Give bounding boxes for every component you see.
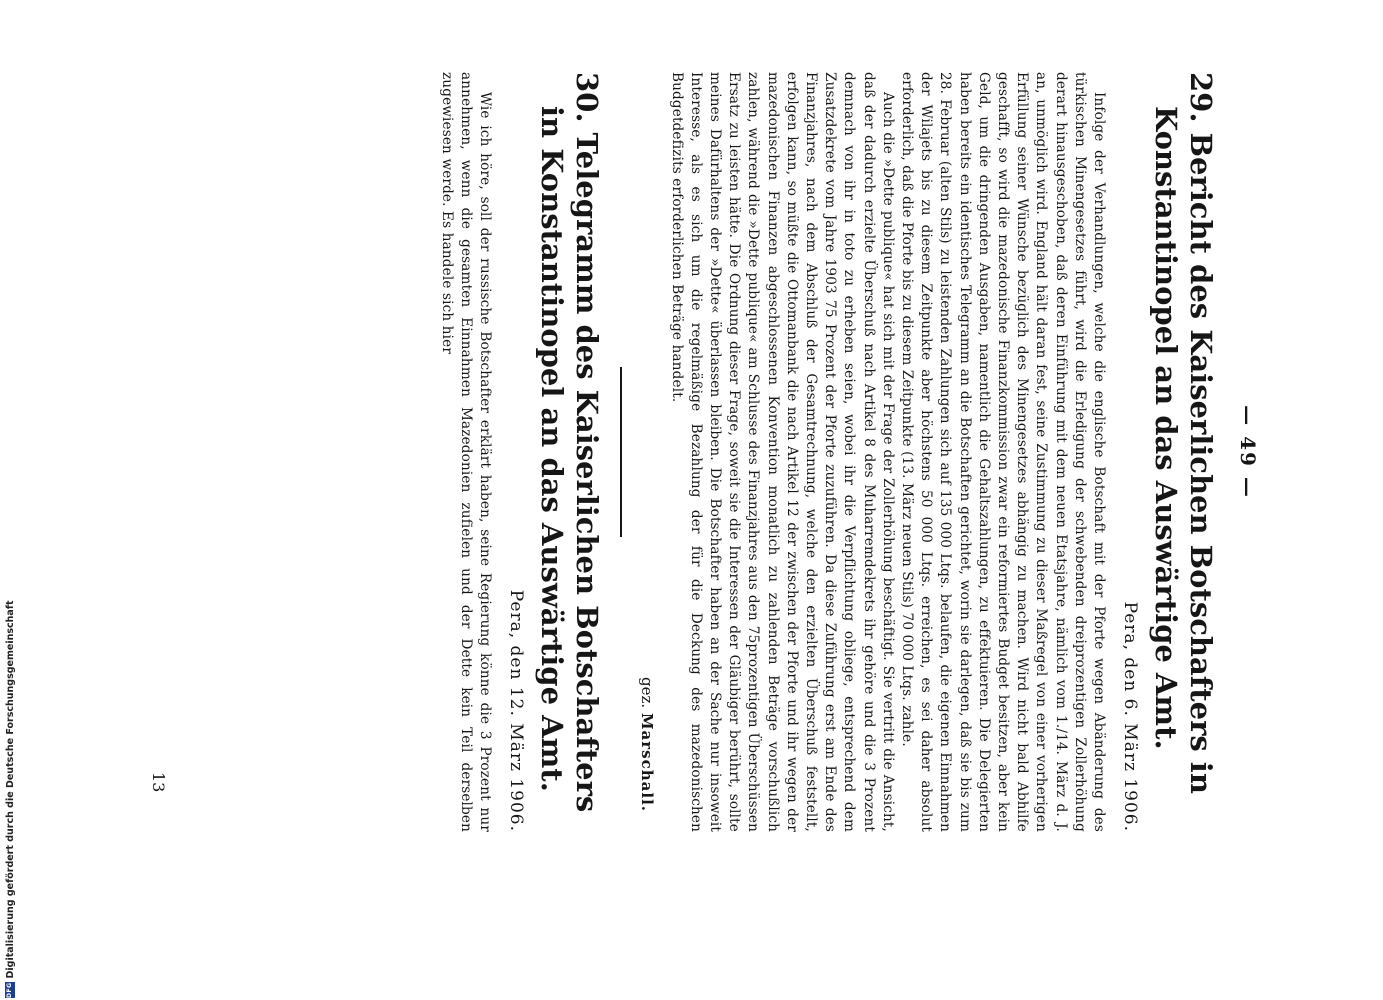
sheet-signature-number: 13 — [149, 772, 168, 793]
page-number: — 49 — — [1236, 405, 1260, 499]
section-separator — [620, 367, 622, 537]
document-29-paragraph-2: Auch die »Dette publique« hat sich mit der Frage der Zollerhöhung beschäftigt. Sie vertritt die Ansicht, daß der dadurch erzielte Überschuß nach Artikel 8 des Muharremdekrets ihr gehöre und die 3 Prozent demnach von ihr in toto zu erheben seien, wobei ihr die Verpflichtung obliege, entsprechend dem Zusatzdekrete vom Jahre 1903 75 Prozent der Pforte zuzuführen. Da diese Zuführung erst am Ende des Finanzjahres, nach dem Abschluß der Gesamtrechnung, welche den erzielten Überschuß feststellt, erfolgen kann, so müßte die Ottomanbank die nach Artikel 12 der zwischen der Pforte und ihr wegen der mazedonischen Finanzen abgeschlossenen Konvention monatlich zu zahlenden Beträge vorschußlich zahlen, während die »Dette publique« am Schlusse des Finanzjahres aus den 75prozentigen Überschüssen Ersatz zu leisten hätte. Die Ordnung dieser Frage, soweit sie die Interessen der Gläubiger berührt, sollte meines Dafürhaltens der »Dette« überlassen bleiben. Die Botschafter haben an der Sache nur insoweit Interesse, als es sich um die regelmäßige Bezahlung der für die Deckung des mazedonischen Budgetdefizits erforderlichen Beträge handelt. — [668, 72, 896, 832]
document-29-heading: 29. Bericht des Kaiserlichen Botschafters in Konstantinopel an das Auswärtige Amt. — [1149, 72, 1218, 794]
document-29-signature — [638, 72, 656, 812]
signature-prefix: gez. — [638, 677, 657, 709]
digitization-note — [2, 600, 18, 998]
document-30-paragraph-1: Wie ich höre, soll der russische Botschafter erklärt haben, seine Regierung könne die 3 Prozent nur annehmen, wenn die gesamten Einnahmen Mazedonien zufielen und der Dette kein Teil derselben zugewiesen werde. Es handele sich hier — [438, 72, 494, 832]
dfg-logo-icon: DFG — [6, 982, 13, 998]
page-content — [140, 72, 1260, 832]
document-29-paragraph-1: Infolge der Verhandlungen, welche die englische Botschaft mit der Pforte wegen Abänderung des türkischen Minengesetzes führt, wird die Erledigung der schwebenden dreiprozentigen Zollerhöhung derart hinausgeschoben, daß deren Einführung mit dem neuen Etatsjahre, nämlich vom 1./14. März d. J. an, unmöglich wird. England hält daran fest, seine Zustimmung zu dieser Maßregel von einer vorherigen Erfüllung seiner Wünsche bezüglich des Minengesetzes abhängig zu machen. Wird nicht bald Abhilfe geschafft, so wird die mazedonische Finanzkommission zwar ein reformiertes Budget besitzen, aber kein Geld, um die dringenden Ausgaben, namentlich die Gehaltszahlungen, zu effektuieren. Die Delegierten haben bereits ein identisches Telegramm an die Botschaften gerichtet, worin sie darlegen, daß sie bis zum 28. Februar (alten Stils) zu leistenden Zahlungen sich auf 135 000 Ltqs. belaufen, die eigenen Einnahmen der Wilajets bis zu diesem Zeitpunkte aber höchstens 50 000 Ltqs. erreichen, es sei daher absolut erforderlich, daß die Pforte bis zu diesem Zeitpunkte (13. März neuen Stils) 70 000 Ltqs. zahle. — [898, 72, 1107, 832]
document-29-place-date: Pera, den 6. März 1906. — [1120, 601, 1140, 832]
digitization-note-text: Digitalisierung gefördert durch die Deutsche Forschungsgemeinschaft — [4, 600, 16, 979]
signature-name: Marschall. — [638, 712, 657, 812]
document-30-place-date: Pera, den 12. März 1906. — [506, 589, 527, 832]
document-30-heading: 30. Telegramm des Kaiserlichen Botschafters in Konstantinopel an das Auswärtige Amt. — [535, 72, 605, 813]
